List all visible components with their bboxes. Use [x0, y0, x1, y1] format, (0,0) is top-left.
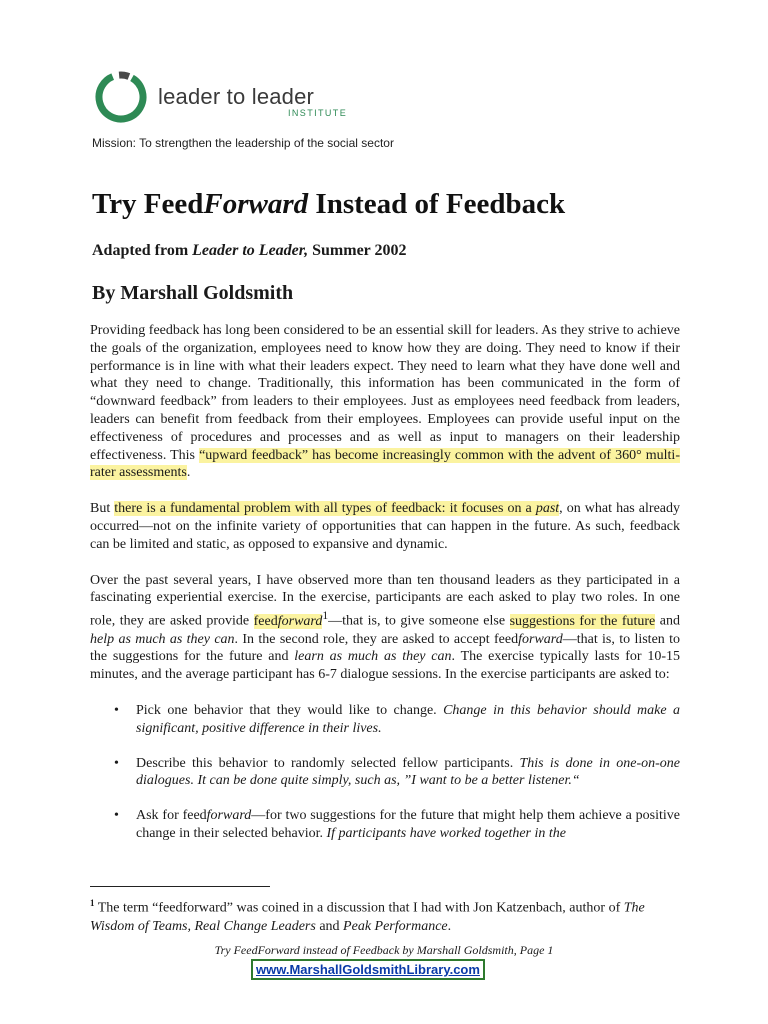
- list-item: [90, 755, 680, 791]
- p3-text-f: . The exercise typically lasts for 10-15 minutes, and the average participant has 6-7 dialogue sessions. In the exercise participants are asked to:: [90, 649, 681, 683]
- paragraph-1: [90, 322, 680, 482]
- p2-start: But: [90, 501, 115, 517]
- footnote-text-c: .: [447, 918, 452, 934]
- logo-subtitle: INSTITUTE: [288, 108, 348, 118]
- b1-italic: Change in this behavior should make a significant, positive difference in their lives.: [136, 703, 680, 736]
- p1-highlight: “upward feedback” has become increasingly common with the advent of 360° multi-rater assessments: [90, 447, 680, 481]
- footnote-ref: 1: [322, 609, 329, 623]
- p3-highlight-feed: feed: [253, 613, 278, 629]
- b3-italic-1: forward: [206, 808, 252, 824]
- ring-logo-icon: [92, 68, 150, 126]
- library-link[interactable]: www.MarshallGoldsmithLibrary.com: [251, 959, 485, 980]
- bullet-icon: •: [114, 703, 119, 718]
- p2-text: , on what has already occurred—not on the infinite variety of opportunities that can happen in the future. As such, feedback can be limited and static, as opposed to expansive and dynamic.: [90, 501, 680, 552]
- p3-text-b: —that is, to give someone else: [328, 613, 510, 629]
- b3-text-b: —for two suggestions for the future that might help them achieve a positive change in their selected behavior.: [136, 808, 680, 841]
- article-body: [90, 322, 680, 860]
- p3-text-c: and: [655, 613, 681, 629]
- footnote-book-1: The Wisdom of Teams, Real Change Leaders: [90, 900, 645, 934]
- footnote-text-b: and: [315, 918, 344, 934]
- b1-text: Pick one behavior that they would like to change.: [136, 703, 444, 718]
- mission-statement: Mission: To strengthen the leadership of the social sector: [92, 136, 394, 150]
- p2-highlight-past: past: [535, 501, 560, 517]
- exercise-list: [90, 702, 680, 843]
- footnote-text-a: The term “feedforward” was coined in a discussion that I had with Jon Katzenbach, author of: [94, 900, 624, 916]
- list-item: [90, 807, 680, 843]
- author-byline: By Marshall Goldsmith: [92, 282, 294, 304]
- adapted-source: Leader to Leader,: [192, 242, 309, 259]
- p1-end: .: [186, 465, 191, 481]
- footnote-marker: 1: [90, 898, 95, 908]
- page-footer: Try FeedForward instead of Feedback by Marshall Goldsmith, Page 1: [214, 943, 554, 957]
- list-item: [90, 702, 680, 738]
- p3-text-d: . In the second role, they are asked to accept feed: [234, 631, 519, 647]
- p1-text: Providing feedback has long been considered to be an essential skill for leaders. As they strive to achieve the goals of the organization, employees need to know how they are doing. They need to know if their performance is in line with what their leaders expect. They need to learn what they have done well and what they need to change. Traditionally, this information has been communicated in the form of “downward feedback” from leaders to their employees. Just as employees need feedback from leaders, leaders can benefit from feedback from their employees. Employees can provide useful input on the effectiveness of procedures and processes and as well as input to managers on their leadership effectiveness. This: [90, 323, 680, 463]
- adapted-line: [92, 242, 407, 260]
- p3-text-a: Over the past several years, I have observed more than ten thousand leaders as they participated in a fascinating experiential exercise. In the exercise, participants are each asked to play two roles. In one role, they are asked provide: [90, 572, 680, 629]
- p3-italic-3: learn as much as they can: [294, 649, 452, 665]
- footnote-book-2: Peak Performance: [343, 918, 448, 934]
- p3-highlight-suggestions: suggestions for the future: [509, 613, 656, 629]
- logo-name: leader to leader: [158, 84, 315, 109]
- adapted-prefix: Adapted from: [92, 242, 193, 259]
- title-part-rest: Instead of Feedback: [308, 188, 566, 220]
- title-part-feed: Try Feed: [92, 188, 204, 220]
- footnote-divider: [90, 886, 270, 887]
- b2-italic: This is done in one-on-one dialogues. It can be done quite simply, such as, ”I want to be a better listener.“: [136, 755, 680, 789]
- footnote: [90, 894, 680, 936]
- paragraph-3: [90, 572, 680, 684]
- p3-italic-2: forward: [518, 631, 563, 647]
- p2-highlight: there is a fundamental problem with all types of feedback: it focuses on a: [114, 501, 536, 517]
- p3-italic-1: help as much as they can: [90, 631, 235, 647]
- adapted-suffix: Summer 2002: [308, 242, 407, 259]
- paragraph-2: [90, 500, 680, 553]
- bullet-icon: •: [114, 808, 119, 824]
- b3-italic-2: If participants have worked together in the: [326, 825, 566, 841]
- p3-highlight-forward: forward: [277, 613, 323, 629]
- p3-text-e: —that is, to listen to the suggestions for the future and: [90, 631, 681, 665]
- logo: [92, 68, 348, 128]
- bullet-icon: •: [114, 755, 119, 771]
- b2-text: Describe this behavior to randomly selected fellow participants.: [136, 755, 520, 771]
- title-part-forward: Forward: [203, 188, 309, 220]
- page-title: [92, 188, 565, 221]
- b3-text-a: Ask for feed: [136, 808, 207, 824]
